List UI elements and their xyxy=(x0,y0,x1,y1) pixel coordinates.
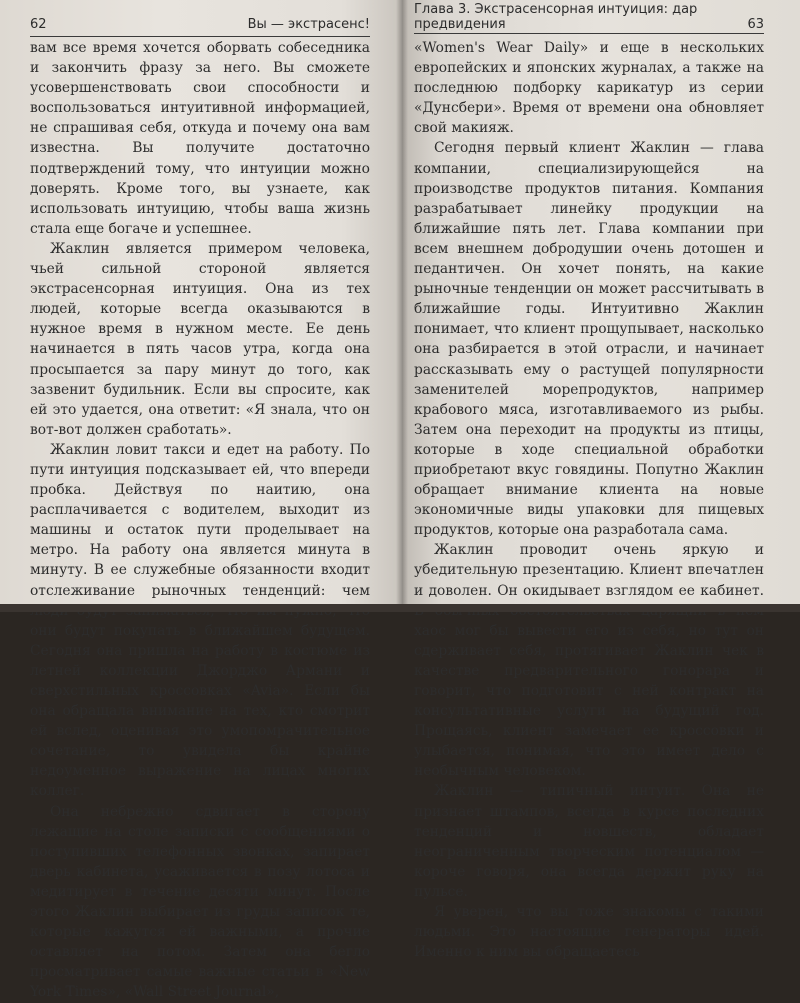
right-running-title: Глава 3. Экстрасенсорная интуиция: дар предвидения xyxy=(414,2,698,32)
paragraph: Жаклин является примером человека, чьей сильной стороной является экстрасенсорная интуиция. Она из тех людей, которые всегда оказываются в нужное время в нужном месте. Ее день начинается в пять часов утра, когда она просыпается за пару минут до того, как зазвенит будильник. Если вы спросите, как ей это удается, она ответит: «Я знала, что он вот-вот должен сработать». xyxy=(30,240,370,438)
right-page-number: 63 xyxy=(747,17,764,32)
paragraph: Она небрежно сдвигает в сторону лежащие на столе записки с сообщениями о поступивших телефонных звонках, запирает дверь кабинета, усаживается в позу лотоса и медитирует в течение десяти минут. После этого Жаклин выбирает из груды записок те, которые кажутся ей важными, а прочие оставляет на потом. Затем она бегло просматривает самые важные статьи в «New York Times», «Wall Street Journal», xyxy=(30,803,370,1001)
right-body-text xyxy=(414,38,764,962)
left-running-head xyxy=(30,10,370,32)
paragraph: Жаклин ловит такси и едет на работу. По пути интуиция подсказывает ей, что впереди пробка. Действуя по наитию, она расплачивается с водителем, выходит из машины и остаток пути проделывает на метро. На работу она является минута в минуту. В ее служебные обязанности входит отслеживание рыночных тенденций: чем они будут покупать в ближайшем будущем. Сегодня она пришла на работу в костюме из летней коллекции Джорджо Армани и сверхстильных кроссовках «Avia». Если бы она обращала внимание на тех, кто смотрит ей вслед, оценивая это умопомрачительное сочетание, то увидела бы крайне недоуменное выражение на лицах многих коллег. xyxy=(30,441,370,800)
paragraph: Жаклин — типичный интуит. Она не признает штампов, всегда в курсе последних тенденций и новшеств, обладает неограниченным творческим потенциалом — короче говоря, она всегда держит руку на пульсе. xyxy=(414,783,764,900)
table-edge xyxy=(0,604,800,612)
right-page xyxy=(402,0,800,961)
paragraph: Жаклин проводит очень яркую и убедительную презентацию. Клиент впечатлен и доволен. Он окидывает взглядом ее кабинет. хаос мог бы вывести его из себя, но тут он сдерживает себя, протягивает Жаклин чек в качестве предварительного гонорара и говорит, что подготовит с ней контракт на консультативные услуги на будущий год. Прощаясь, клиент замечает ее кроссовки и улыбается, понимая, что это имеет дело с необычным человеком. xyxy=(414,542,764,780)
left-running-title: Вы — экстрасенс! xyxy=(247,17,370,32)
book-spine-shadow xyxy=(396,0,408,612)
left-header-rule xyxy=(30,36,370,37)
left-body-text xyxy=(30,38,370,1003)
paragraph: вам все время хочется оборвать собеседника и закончить фразу за него. Вы сможете усовершенствовать свои способности и воспользоваться интуитивной информацией, не спрашивая себя, откуда и почему она вам известна. Вы получите достаточно подтверждений тому, что интуиции можно доверять. Кроме того, вы узнаете, как использовать интуицию, чтобы ваша жизнь стала еще богаче и успешнее. xyxy=(30,40,370,237)
right-running-head xyxy=(414,2,764,32)
paragraph: «Women's Wear Daily» и еще в нескольких европейских и японских журналах, а также на последнюю подборку карикатур из серии «Дунсбери». Время от времени она обновляет свой макияж. xyxy=(414,40,764,137)
left-page-number: 62 xyxy=(30,17,47,32)
paragraph: Я уверен, что вы тоже знакомы с такими людьми. Это настоящие генераторы идей. Именно к ним вы обращаетесь xyxy=(414,904,764,961)
right-header-rule xyxy=(414,33,764,34)
paragraph: Сегодня первый клиент Жаклин — глава компании, специализирующейся на производстве продуктов питания. Компания разрабатывает линейку продукции на ближайшие пять лет. Глава компании при всем внешнем добродушии очень дотошен и педантичен. Он хочет понять, на какие рыночные тенденции он может рассчитывать в ближайшие годы. Интуитивно Жаклин понимает, что клиент прощупывает, насколько она разбирается в этой отрасли, и начинает рассказывать ему о растущей популярности заменителей морепродуктов, например крабового мяса, изготавливаемого из рыбы. Затем она переходит на продукты из птицы, которые в ходе специальной обработки приобретают вкус говядины. Попутно Жаклин обращает внимание клиента на новые экономичные виды упаковки для пищевых продуктов, которые она разработала сама. xyxy=(414,140,764,539)
